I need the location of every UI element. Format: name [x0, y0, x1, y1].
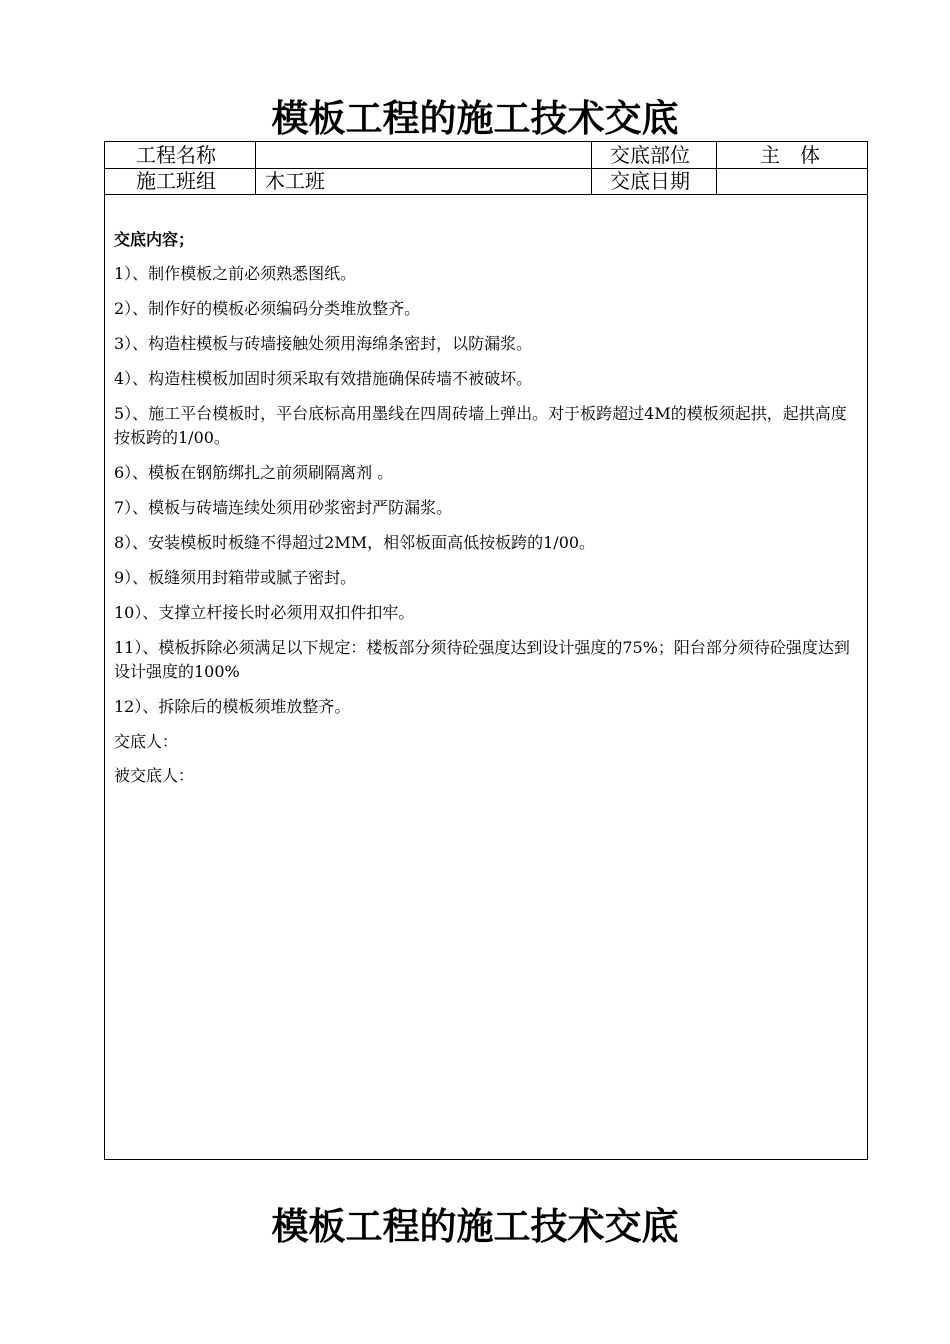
list-item: 12）、拆除后的模板须堆放整齐。: [114, 697, 351, 716]
list-item: 7）、模板与砖墙连续处须用砂浆密封严防漏浆。: [114, 498, 453, 517]
recipient-label: 被交底人：: [114, 766, 195, 785]
column-divider: [255, 142, 256, 195]
page-title-next: 模板工程的施工技术交底: [271, 1204, 679, 1248]
header-row-1: [105, 142, 867, 169]
project-name-label: 工程名称: [136, 143, 216, 167]
content-heading: 交底内容；: [114, 230, 195, 249]
discloser-label: 交底人：: [114, 732, 179, 751]
list-item: 4）、构造柱模板加固时须采取有效措施确保砖墙不被破坏。: [114, 369, 533, 388]
page-title: 模板工程的施工技术交底: [271, 96, 679, 140]
date-label: 交底日期: [610, 169, 690, 193]
list-item: 1）、制作模板之前必须熟悉图纸。: [114, 264, 357, 283]
disclosure-form: [104, 141, 868, 1160]
list-item: 9）、板缝须用封箱带或腻子密封。: [114, 568, 357, 587]
column-divider: [716, 142, 717, 195]
list-item: 6）、模板在钢筋绑扎之前须刷隔离剂 。: [114, 463, 394, 482]
list-item: 2）、制作好的模板必须编码分类堆放整齐。: [114, 299, 421, 318]
list-item: 8）、安装模板时板缝不得超过2MM，相邻板面高低按板跨的1/00。: [114, 533, 596, 552]
header-row-2: [105, 168, 867, 195]
list-item: 10）、支撑立杆接长时必须用双扣件扣牢。: [114, 603, 415, 622]
column-divider: [591, 142, 592, 195]
list-item: 3）、构造柱模板与砖墙接触处须用海绵条密封，以防漏浆。: [114, 334, 533, 353]
team-value: 木工班: [265, 169, 325, 193]
list-item: 5）、施工平台模板时，平台底标高用墨线在四周砖墙上弹出。对于板跨超过4M的模板须起拱，起拱高度按板跨的1/00。: [114, 404, 847, 447]
list-item: 11）、模板拆除必须满足以下规定：楼板部分须待砼强度达到设计强度的75%；阳台部分须待砼强度达到设计强度的100%: [114, 638, 850, 681]
location-label: 交底部位: [610, 143, 690, 167]
location-value: 主 体: [760, 143, 820, 167]
team-label: 施工班组: [136, 169, 216, 193]
disclosure-content: [114, 228, 862, 798]
